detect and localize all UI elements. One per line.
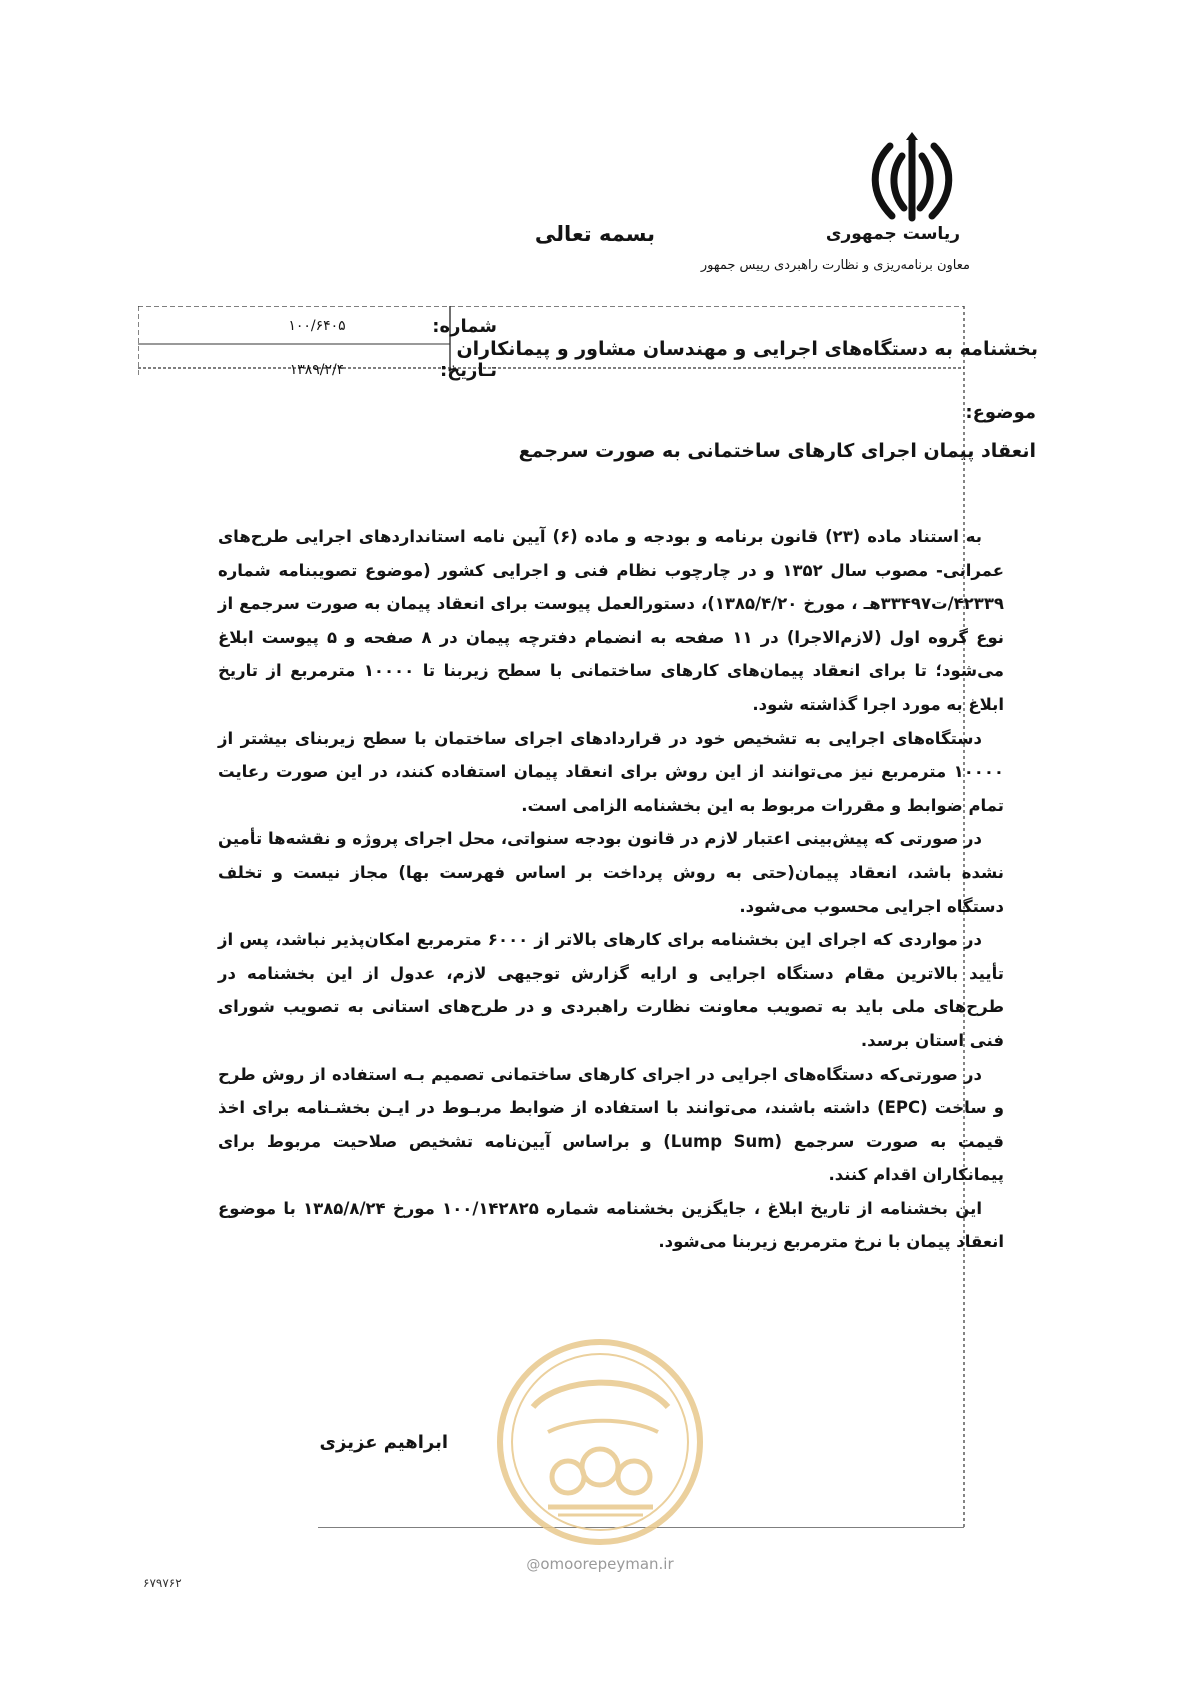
number-value: ۱۰۰/۶۴۰۵ xyxy=(288,318,346,334)
iran-emblem-icon xyxy=(860,128,964,228)
bismillah-heading: بسمه تعالی xyxy=(534,222,656,246)
number-label: شماره: xyxy=(432,316,497,337)
website-watermark xyxy=(500,1555,700,1573)
letter-body xyxy=(218,520,1004,1259)
organization-name: ریاست جمهوری xyxy=(825,224,960,244)
body-paragraph: به استناد ماده (۲۳) قانون برنامه و بودجه و ماده (۶) آیین نامه استانداردهای اجرایی طرح‌های عمرانی- مصوب سال ۱۳۵۲ و در چارچوب نظام فنی و اجرایی کشور (موضوع تصویبنامه شماره ۴۲۳۳۹/ت۳۳۴۹۷هـ ، مورخ ۱۳۸۵/۴/۲۰)، دستورالعمل پیوست برای انعقاد پیمان به صورت سرجمع از نوع گروه اول (لازم‌الاجرا) در ۱۱ صفحه به انضمام دفترچه پیمان در ۸ صفحه و ۵ پیوست ابلاغ می‌شود؛ تا برای انعقاد پیمان‌های کارهای ساختمانی با سطح زیربنا تا ۱۰۰۰۰ مترمربع از تاریخ ابلاغ به مورد اجرا گذاشته شود. xyxy=(218,527,1004,714)
body-paragraph: دستگاه‌های اجرایی به تشخیص خود در قراردادهای اجرای ساختمان با سطح زیربنای بیشتر از ۱۰۰۰۰ مترمربع نیز می‌توانند از این روش برای انعقاد پیمان استفاده کنند، در این صورت رعایت تمام ضوابط و مقررات مربوط به این بخشنامه الزامی است. xyxy=(218,728,1004,815)
addressee-line: بخشنامه به دستگاه‌های اجرایی و مهندسان مشاور و پیمانکاران xyxy=(456,338,1038,360)
signer-name: ابراهیم عزیزی xyxy=(319,1432,448,1453)
body-paragraph: در صورتی که پیش‌بینی اعتبار لازم در قانون بودجه سنواتی، محل اجرای پروژه و نقشه‌ها تأمین نشده باشد، انعقاد پیمان(حتی به روش پرداخت بر اساس فهرست بها) مجاز نیست و تخلف دستگاه اجرایی محسوب می‌شود. xyxy=(218,829,1004,916)
document-reference-number: ۶۷۹۷۶۲ xyxy=(143,1576,182,1590)
date-label: تـاریخ: xyxy=(440,360,497,381)
website-text: omoorepeyman.ir xyxy=(540,1555,674,1573)
subject-text: انعقاد پیمان اجرای کارهای ساختمانی به صورت سرجمع xyxy=(518,440,1036,462)
watermark-seal-icon xyxy=(488,1337,713,1547)
date-value: ۱۳۸۹/۲/۴ xyxy=(289,362,345,378)
subject-label: موضوع: xyxy=(965,402,1036,423)
body-paragraph: در صورتی‌که دستگاه‌های اجرایی در اجرای کارهای ساختمانی تصمیم بـه استفاده از روش طرح و ساخت (EPC) داشته باشند، می‌توانند با استفاده از ضوابط مربـوط در ایـن بخشـنامه برای اخذ قیمت به صورت سرجمع (Lump Sum) و براساس آیین‌نامه تشخیص صلاحیت مربوط برای پیمانکاران اقدام کنند. xyxy=(218,1064,1004,1185)
body-paragraph: در مواردی که اجرای این بخشنامه برای کارهای بالاتر از ۶۰۰۰ مترمربع امکان‌پذیر نباشد، پس از تأیید بالاترین مقام دستگاه اجرایی و ارایه گزارش توجیهی لازم، عدول از این بخشنامه در طرح‌های ملی باید به تصویب معاونت نظارت راهبردی و در طرح‌های استانی به تصویب شورای فنی استان برسد. xyxy=(218,930,1004,1050)
at-icon: @ xyxy=(526,1557,541,1573)
organization-subtitle: معاون برنامه‌ریزی و نظارت راهبردی رییس جمهور xyxy=(700,258,970,273)
body-paragraph: این بخشنامه از تاریخ ابلاغ ، جایگزین بخشنامه شماره ۱۰۰/۱۴۲۸۲۵ مورخ ۱۳۸۵/۸/۲۴ با موضوع انعقاد پیمان با نرخ مترمربع زیربنا می‌شود. xyxy=(218,1198,1004,1252)
